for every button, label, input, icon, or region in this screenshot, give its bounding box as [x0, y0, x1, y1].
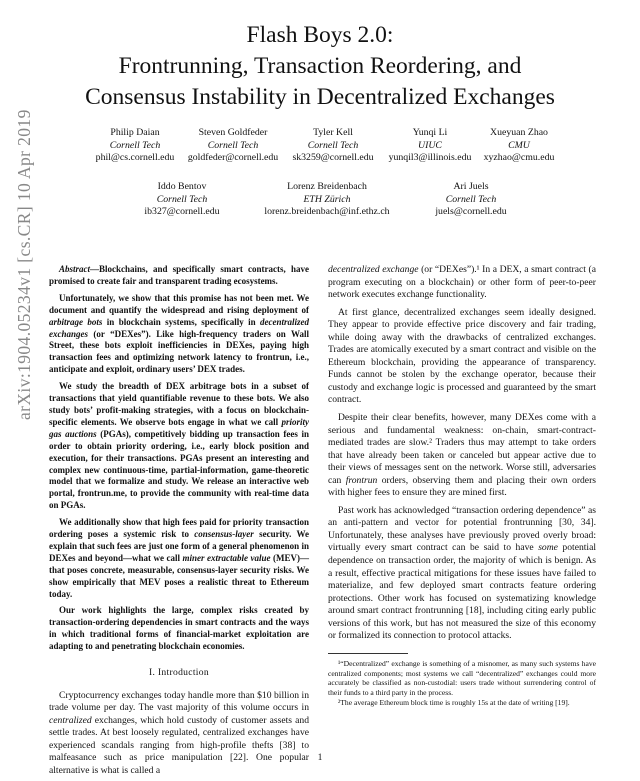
abstract-emphasis: arbitrage bots: [49, 316, 103, 327]
author-affiliation: CMU: [508, 139, 530, 151]
abstract-text: We additionally show that high fees paid for priority transaction ordering poses a systemic risk to: [49, 517, 309, 540]
abstract-text: —Blockchains, and specifically smart contracts, have promised to create fair and transparent trading ecosystems.: [49, 264, 309, 286]
body-paragraph: [328, 264, 596, 302]
abstract: [49, 264, 309, 653]
author-name: Steven Goldfeder: [198, 127, 268, 138]
abstract-emphasis: miner extractable value: [182, 552, 271, 563]
author-affiliation: Cornell Tech: [307, 139, 359, 151]
title-line-1: Flash Boys 2.0:: [246, 22, 394, 48]
body-emphasis: decentralized exchange: [328, 264, 419, 275]
author-name: Iddo Bentov: [157, 181, 207, 192]
author-name: Yunqi Li: [412, 127, 448, 138]
title-line-3: Consensus Instability in Decentralized Exchanges: [85, 84, 555, 110]
body-text: (or “DEXes”).¹ In a DEX, a smart contract (a program executing on a blockchain) or other form of peer-to-peer network executes exchange functionality.: [328, 264, 596, 301]
author-block: [264, 181, 389, 219]
author-email: xyzhao@cmu.edu: [483, 152, 555, 163]
author-affiliation: ETH Zürich: [303, 193, 351, 205]
abstract-emphasis: priority gas auctions: [49, 416, 309, 439]
body-text: Past work has acknowledged “transaction ordering dependence” as an anti-pattern and vector for potential frontrunning [30, 34]. Unfortunately, these analyses have previously proved overly broad: virtually every smart contract can be said to have: [328, 504, 596, 554]
title-line-2: Frontrunning, Transaction Reordering, and: [118, 53, 522, 79]
abstract-paragraph: [49, 293, 309, 376]
body-text: orders, observing them and placing their own orders with higher fees to ensure they are mined first.: [328, 474, 596, 499]
left-column: [49, 264, 309, 777]
author-block: [389, 127, 472, 165]
arxiv-identifier: arXiv:1904.05234v1 [cs.CR] 10 Apr 2019: [14, 109, 34, 420]
abstract-paragraph: [49, 517, 309, 600]
author-email: juels@cornell.edu: [435, 206, 507, 217]
body-paragraph: At first glance, decentralized exchanges seem ideally designed. They appear to provide effective price discovery and fair trading, while doing away with the drawbacks of centralized exchanges. Trades are atomically executed by a smart contract and visible on the Ethereum blockchain, providing the appearance of transparency. Funds cannot be stolen by the exchange operator, because their custody and exchange logic is processed and guaranteed by the smart contract.: [328, 306, 596, 406]
author-block: [96, 127, 175, 165]
body-text: potential dependence on transaction order, the majority of which is benign. As a result, effective practical mitigations for these issues have failed to materialize, and few deployed smart contracts feature ordering protections. Other work has focused on systematizing knowledge around smart contract frontrunning [18], including citing early public versions of this work, but has not measured the size of this economy or formalized its connection to protocol attacks.: [328, 542, 597, 642]
abstract-text: security. We explain that such fees are just one form of a general phenomenon in DEXes and beyond—what we call: [49, 529, 309, 563]
footnote: ²The average Ethereum block time is roughly 15s at the date of writing [19].: [338, 697, 570, 707]
author-name: Ari Juels: [453, 181, 489, 192]
footnote-divider: [328, 653, 408, 654]
abstract-label: Abstract: [59, 264, 91, 274]
author-block: [292, 127, 373, 165]
author-block: [188, 127, 278, 165]
abstract-text: in blockchain systems, specifically in: [102, 316, 260, 327]
author-email: phil@cs.cornell.edu: [95, 152, 175, 163]
footnote: ¹“Decentralized” exchange is something of a misnomer, as many such systems have centralized components; most systems we call “decentralized” exchanges could more accurately be classified as non-custodial: users trade without surrendering control of their funds to a third party in the process.: [328, 658, 596, 697]
abstract-emphasis: decentralized exchanges: [49, 316, 309, 339]
abstract-paragraph: [49, 264, 309, 288]
intro-paragraph: [49, 690, 309, 778]
author-email: sk3259@cornell.edu: [292, 152, 374, 163]
body-paragraph: [328, 412, 596, 500]
abstract-text: Unfortunately, we show that this promise has not been met. We document and quantify the widespread and rising deployment of: [49, 292, 309, 315]
author-block: [435, 181, 506, 219]
paper-title: [0, 20, 640, 113]
author-block: [144, 181, 219, 219]
abstract-text: We study the breadth of DEX arbitrage bots in a subset of transactions that yield quantifiable revenue to these bots. We also study bots’ profit-making strategies, with a focus on blockchain-specific elements. We observe bots engage in what we call: [49, 381, 309, 427]
abstract-text: (PGAs), competitively bidding up transaction fees in order to obtain priority ordering, i.e., early block position and execution, for their transactions. PGAs present an interesting and complex new continuous-time, partial-information, game-theoretic model that we formalize and study. We release an interactive web portal, frontrun.me, to provide the community with real-time data on PGAs.: [49, 428, 309, 511]
author-affiliation: Cornell Tech: [207, 139, 259, 151]
abstract-paragraph: [49, 605, 309, 653]
author-email: goldfeder@cornell.edu: [187, 152, 279, 163]
author-name: Lorenz Breidenbach: [287, 181, 367, 192]
abstract-text: Our work highlights the large, complex risks created by transaction-ordering dependencies in smart contracts and the ways in which traditional forms of financial-market exploitation are adapting to and penetrating blockchain economies.: [49, 605, 309, 652]
author-affiliation: Cornell Tech: [445, 193, 497, 205]
body-emphasis: centralized: [49, 714, 92, 726]
author-email: yunqil3@illinois.edu: [388, 152, 472, 163]
abstract-text: (MEV)—that poses concrete, measurable, consensus-layer security risks. We show empirically that MEV poses a realistic threat to Ethereum today.: [49, 552, 309, 599]
body-text: Despite their clear benefits, however, many DEXes come with a serious and fundamental weakness: on-chain, smart-contract-mediated trades are slow.² Traders thus may attempt to take orders that have already been taken or canceled but appear active due to their views of messages sent on the network. Worse still, adversaries can: [328, 412, 596, 486]
body-paragraph: [328, 505, 596, 643]
abstract-paragraph: [49, 381, 309, 512]
abstract-text: (or “DEXes”). Like high-frequency traders on Wall Street, these bots exploit inefficiencies in DEXes, paying high transaction fees and optimizing network latency to frontrun, i.e., anticipate and exploit, ordinary users’ DEX trades.: [49, 328, 309, 375]
author-email: ib327@cornell.edu: [144, 206, 220, 217]
body-emphasis: frontrun: [345, 474, 378, 486]
body-text: Cryptocurrency exchanges today handle more than $10 billion in trade volume per day. The vast majority of this volume occurs in: [49, 689, 309, 714]
author-affiliation: Cornell Tech: [156, 193, 208, 205]
right-column: [328, 264, 596, 707]
abstract-emphasis: consensus-layer: [194, 529, 254, 540]
author-affiliation: UIUC: [418, 139, 442, 151]
author-email: lorenz.breidenbach@inf.ethz.ch: [264, 206, 390, 217]
body-text: exchanges, which hold custody of customer assets and settle trades. At best loosely regulated, centralized exchanges have experienced scandals ranging from high-profile thefts [38] to malfeasance such as price manipulation [22]. One popular alternative is what is called a: [49, 714, 309, 776]
page-number: 1: [317, 752, 323, 763]
section-heading: I. Introduction: [149, 667, 209, 679]
author-block: [484, 127, 555, 165]
author-name: Xueyuan Zhao: [490, 127, 548, 138]
author-name: Philip Daian: [110, 127, 160, 138]
author-name: Tyler Kell: [313, 127, 353, 138]
body-emphasis: some: [538, 542, 558, 554]
author-affiliation: Cornell Tech: [109, 139, 161, 151]
